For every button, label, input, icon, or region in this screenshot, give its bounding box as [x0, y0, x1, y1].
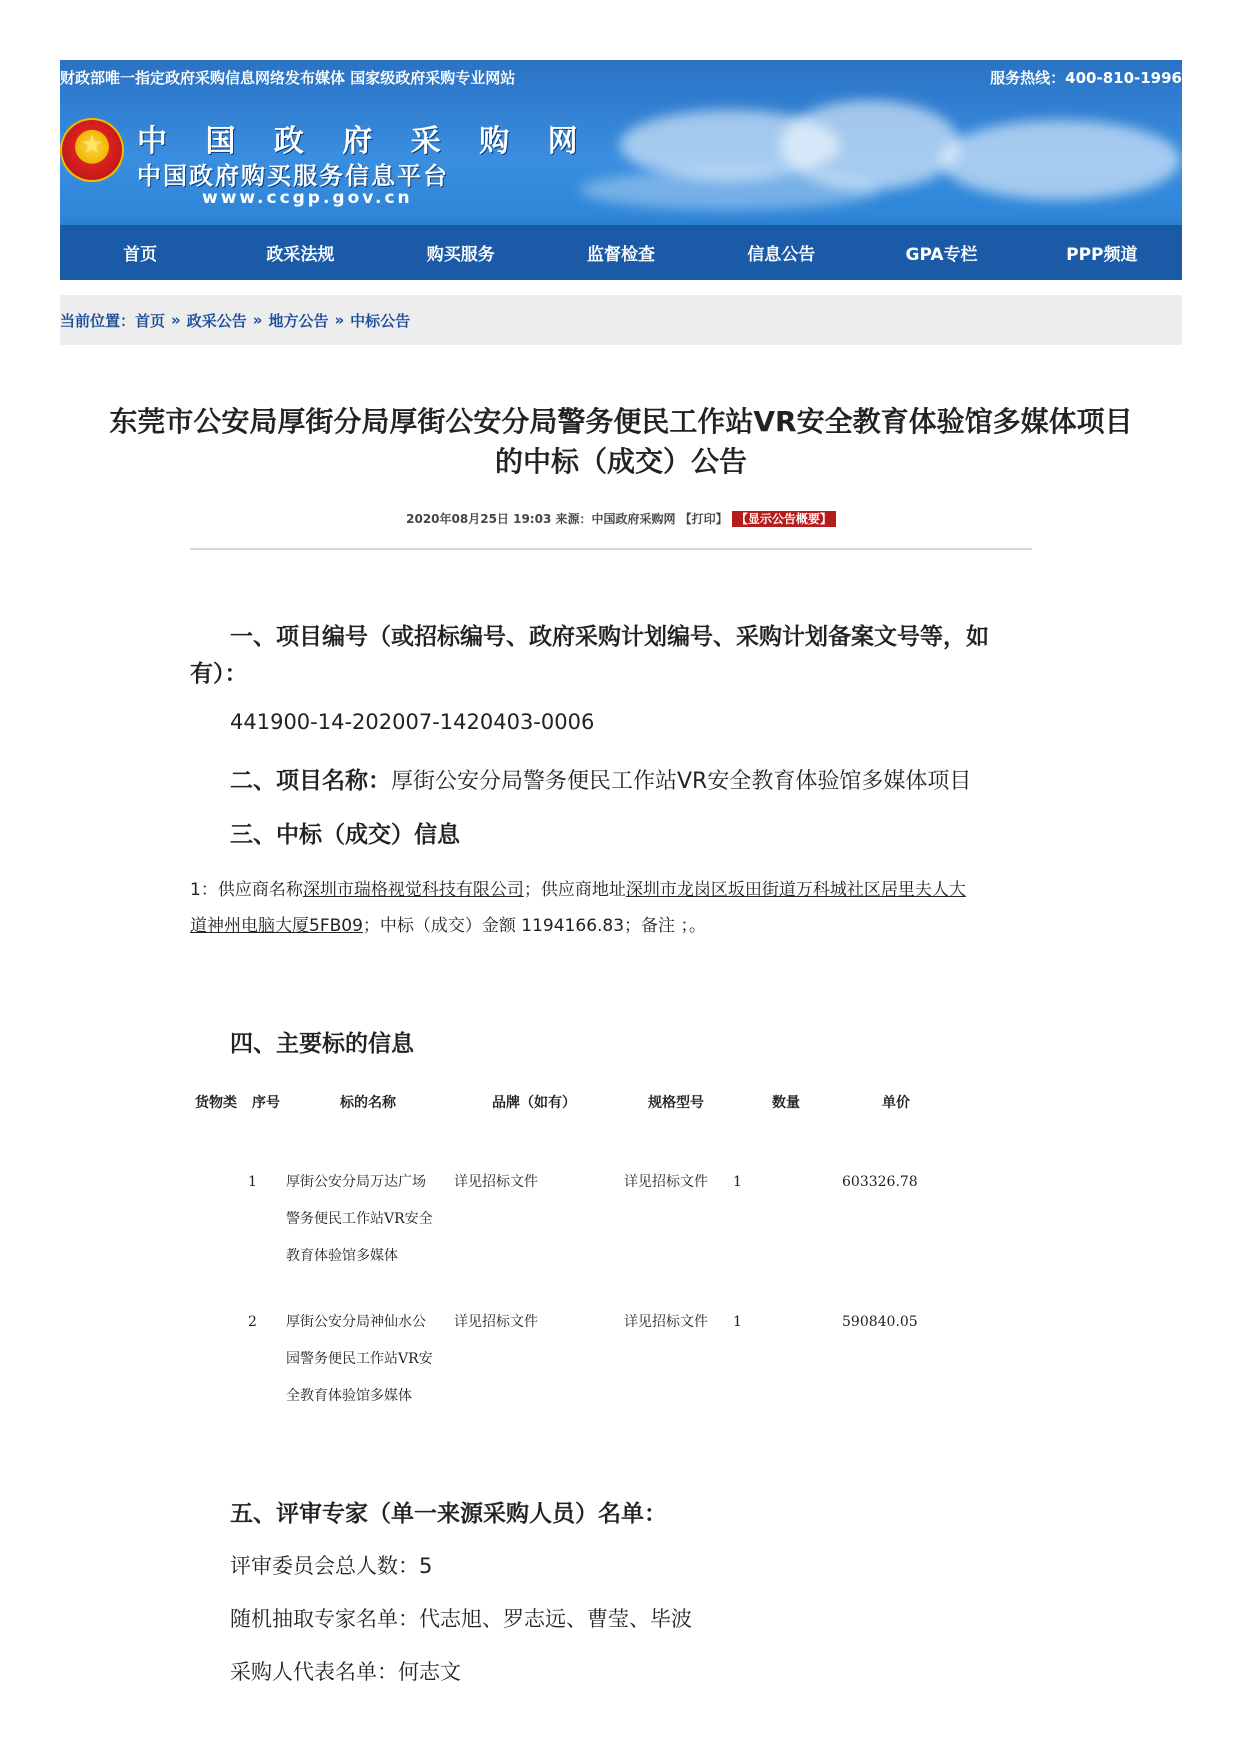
breadcrumb-separator: »	[171, 311, 181, 329]
col-header-model: 规格型号	[648, 1095, 704, 1111]
row-brand: 详见招标文件	[454, 1314, 538, 1330]
nav-regulations[interactable]: 政采法规	[266, 245, 335, 265]
title-line: 的中标（成交）公告	[494, 445, 747, 478]
row-qty: 1	[733, 1314, 742, 1330]
publish-info: 2020年08月25日 19:03 来源：中国政府采购网 【打印】	[406, 512, 728, 526]
row-name	[286, 1304, 433, 1415]
row-name	[286, 1164, 433, 1275]
site-slogan: 财政部唯一指定政府采购信息网络发布媒体 国家级政府采购专业网站	[60, 69, 516, 87]
banner-cloud	[940, 120, 1180, 200]
nav-gpa[interactable]: GPA专栏	[905, 245, 978, 265]
row-model: 详见招标文件	[624, 1174, 708, 1190]
breadcrumb-prefix: 当前位置：	[60, 311, 136, 330]
section-project-number-heading: 一、项目编号（或招标编号、政府采购计划编号、采购计划备案文号等，如	[230, 624, 989, 650]
supplier-name: 深圳市瑞格视觉科技有限公司	[302, 880, 524, 900]
award-amount: ；中标（成交）金额 1194166.83；备注 ；。	[362, 916, 706, 936]
row-model: 详见招标文件	[624, 1314, 708, 1330]
committee-total: 评审委员会总人数：5	[230, 1554, 433, 1578]
site-name[interactable]: 中 国 政 府 采 购 网	[137, 124, 592, 159]
nav-announcements[interactable]: 信息公告	[747, 245, 816, 265]
page-title	[60, 402, 1182, 482]
article-meta	[60, 510, 1182, 527]
row-name-line: 厚街公安分局神仙水公	[286, 1314, 426, 1330]
main-nav	[60, 225, 1182, 280]
breadcrumb-home[interactable]: 首页	[135, 311, 166, 330]
site-subtitle: 中国政府购买服务信息平台	[137, 162, 449, 190]
row-price: 603326.78	[842, 1174, 918, 1190]
site-banner	[60, 60, 1182, 280]
row-name-line: 教育体验馆多媒体	[286, 1248, 398, 1264]
service-hotline: 服务热线：400-810-1996	[990, 69, 1182, 87]
nav-supervision[interactable]: 监督检查	[586, 245, 655, 265]
divider	[190, 548, 1032, 550]
winner-info	[190, 872, 1030, 944]
title-line: 东莞市公安局厚街分局厚街公安分局警务便民工作站VR安全教育体验馆多媒体项目	[109, 405, 1133, 438]
section-project-name	[230, 762, 971, 795]
row-name-line: 厚街公安分局万达广场	[286, 1174, 426, 1190]
project-number: 441900-14-202007-1420403-0006	[230, 710, 595, 734]
row-no: 1	[248, 1174, 257, 1190]
col-header-category: 货物类	[195, 1095, 237, 1111]
col-header-brand: 品牌（如有）	[492, 1095, 576, 1111]
nav-ppp[interactable]: PPP频道	[1066, 245, 1138, 265]
section-subject-info: 四、主要标的信息	[230, 1031, 414, 1057]
banner-cloud	[580, 170, 880, 210]
row-brand: 详见招标文件	[454, 1174, 538, 1190]
breadcrumb-award[interactable]: 中标公告	[350, 311, 411, 330]
national-emblem-icon	[60, 118, 124, 182]
section-award-info: 三、中标（成交）信息	[230, 822, 460, 848]
expert-list: 随机抽取专家名单：代志旭、罗志远、曹莹、毕波	[230, 1607, 692, 1631]
row-name-line: 警务便民工作站VR安全	[286, 1211, 433, 1227]
purchaser-representative: 采购人代表名单：何志文	[230, 1660, 461, 1684]
breadcrumb-separator: »	[252, 311, 263, 329]
row-name-line: 园警务便民工作站VR安	[286, 1351, 433, 1367]
breadcrumb-local[interactable]: 地方公告	[268, 311, 329, 330]
section-project-number-heading-cont: 有）：	[190, 661, 248, 687]
project-name-value: 厚街公安分局警务便民工作站VR安全教育体验馆多媒体项目	[391, 769, 972, 794]
breadcrumb-separator: »	[334, 311, 345, 329]
col-header-price: 单价	[882, 1095, 910, 1111]
top-info-bar	[60, 60, 1182, 96]
supplier-address-label: ；供应商地址	[523, 880, 626, 900]
site-url: www.ccgp.gov.cn	[202, 188, 413, 208]
breadcrumb-announcements[interactable]: 政采公告	[186, 311, 247, 330]
project-name-label: 二、项目名称：	[230, 768, 391, 794]
show-summary-button[interactable]: 【显示公告概要】	[732, 511, 836, 527]
section-experts: 五、评审专家（单一来源采购人员）名单：	[230, 1501, 667, 1527]
supplier-address-cont: 道神州电脑大厦5FB09	[190, 916, 363, 936]
row-name-line: 全教育体验馆多媒体	[286, 1388, 412, 1404]
supplier-address: 深圳市龙岗区坂田街道万科城社区居里夫人大	[625, 880, 966, 900]
row-qty: 1	[733, 1174, 742, 1190]
breadcrumb	[60, 295, 1182, 345]
nav-purchase-services[interactable]: 购买服务	[426, 245, 495, 265]
col-header-name: 标的名称	[340, 1095, 396, 1111]
col-header-no: 序号	[252, 1095, 280, 1111]
winner-prefix: 1：供应商名称	[190, 880, 303, 900]
col-header-qty: 数量	[772, 1095, 800, 1111]
row-price: 590840.05	[842, 1314, 918, 1330]
row-no: 2	[248, 1314, 257, 1330]
nav-home[interactable]: 首页	[123, 245, 158, 265]
